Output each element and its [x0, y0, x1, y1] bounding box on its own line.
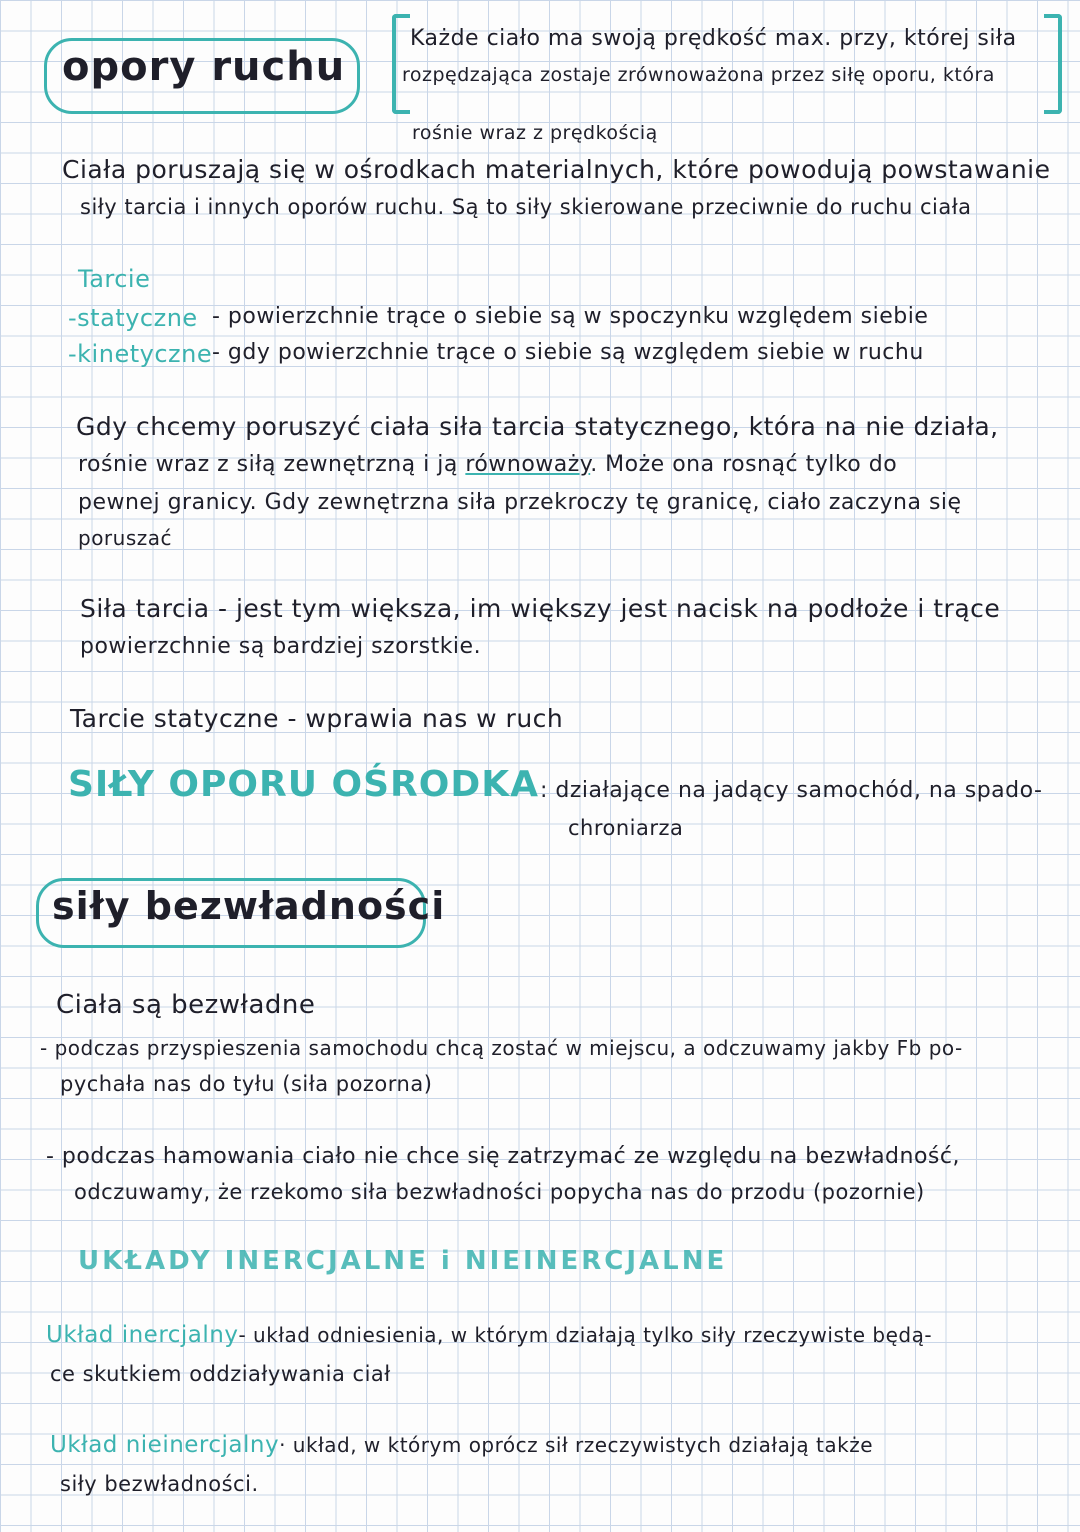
para1-line-2 — [78, 452, 897, 477]
friction-kinetic-desc: - gdy powierzchnie trące o siebie są względem siebie w ruchu — [212, 340, 924, 365]
medium-desc-line-2: chroniarza — [568, 816, 684, 840]
noninertial-frame-desc-1: · układ, w którym oprócz sił rzeczywistych działają także — [279, 1433, 874, 1457]
inertia-bullet-2-line-1: - podczas hamowania ciało nie chce się zatrzymać ze względu na bezwładność, — [46, 1144, 960, 1169]
para1-line-2c: . Może ona rosnąć tylko do — [590, 452, 898, 477]
inertia-line-1: Ciała są bezwładne — [56, 990, 316, 1020]
inertia-bullet-1-line-1: - podczas przyspieszenia samochodu chcą zostać w miejscu, a odczuwamy jakby Fb po- — [40, 1036, 963, 1060]
para1-line-4: poruszać — [78, 526, 172, 550]
note-line-2: rozpędzająca zostaje zrównoważona przez siłę oporu, która — [402, 64, 995, 86]
intro-line-2: siły tarcia i innych oporów ruchu. Są to siły skierowane przeciwnie do ruchu ciała — [80, 195, 972, 219]
inertia-bullet-1-line-2: pychała nas do tyłu (siła pozorna) — [60, 1072, 433, 1096]
para3: Tarcie statyczne - wprawia nas w ruch — [70, 704, 564, 733]
note-line-1: Każde ciało ma swoją prędkość max. przy, której siła — [410, 26, 1017, 51]
para1-line-2b: równoważy — [465, 452, 591, 477]
inertial-frame-desc-1: - układ odniesienia, w którym działają tylko siły rzeczywiste będą- — [238, 1323, 933, 1347]
friction-static-desc: - powierzchnie trące o siebie są w spoczynku względem siebie — [212, 304, 929, 329]
frames-title: UKŁADY INERCJALNE i NIEINERCJALNE — [78, 1246, 728, 1276]
medium-resistance-title: SIŁY OPORU OŚRODKA — [68, 764, 540, 805]
friction-static-term: -statyczne — [68, 304, 198, 332]
note-line-3: rośnie wraz z prędkością — [412, 122, 658, 144]
inertia-bullet-2-line-2: odczuwamy, że rzekomo siła bezwładności popycha nas do przodu (pozornie) — [74, 1180, 925, 1204]
friction-kinetic-term: -kinetyczne — [68, 340, 213, 368]
para1-line-1: Gdy chcemy poruszyć ciała siła tarcia statycznego, która na nie działa, — [76, 412, 999, 441]
para2-line-2: powierzchnie są bardziej szorstkie. — [80, 634, 482, 659]
medium-desc-line-1: : działające na jadący samochód, na spado- — [540, 778, 1043, 803]
inertial-frame-line-1 — [46, 1322, 932, 1348]
inertial-frame-term: Układ inercjalny — [46, 1322, 239, 1348]
intro-line-1: Ciała poruszają się w ośrodkach materialnych, które powodują powstawanie — [62, 155, 1051, 184]
para1-line-2a: rośnie wraz z siłą zewnętrzną i ją — [78, 452, 466, 477]
friction-title: Tarcie — [78, 265, 151, 293]
noninertial-frame-line-2: siły bezwładności. — [60, 1472, 259, 1496]
para2-line-1: Siła tarcia - jest tym większa, im większy jest nacisk na podłoże i trące — [80, 594, 1001, 623]
heading-opory-ruchu: opory ruchu — [62, 44, 346, 90]
note-bracket-right — [1044, 14, 1062, 114]
inertial-frame-line-2: ce skutkiem oddziaływania ciał — [50, 1362, 391, 1386]
noninertial-frame-term: Układ nieinercjalny — [50, 1432, 280, 1458]
para1-line-3: pewnej granicy. Gdy zewnętrzna siła przekroczy tę granicę, ciało zaczyna się — [78, 490, 962, 515]
heading-sily-bezwladnosci: siły bezwładności — [52, 884, 446, 928]
noninertial-frame-line-1 — [50, 1432, 873, 1458]
